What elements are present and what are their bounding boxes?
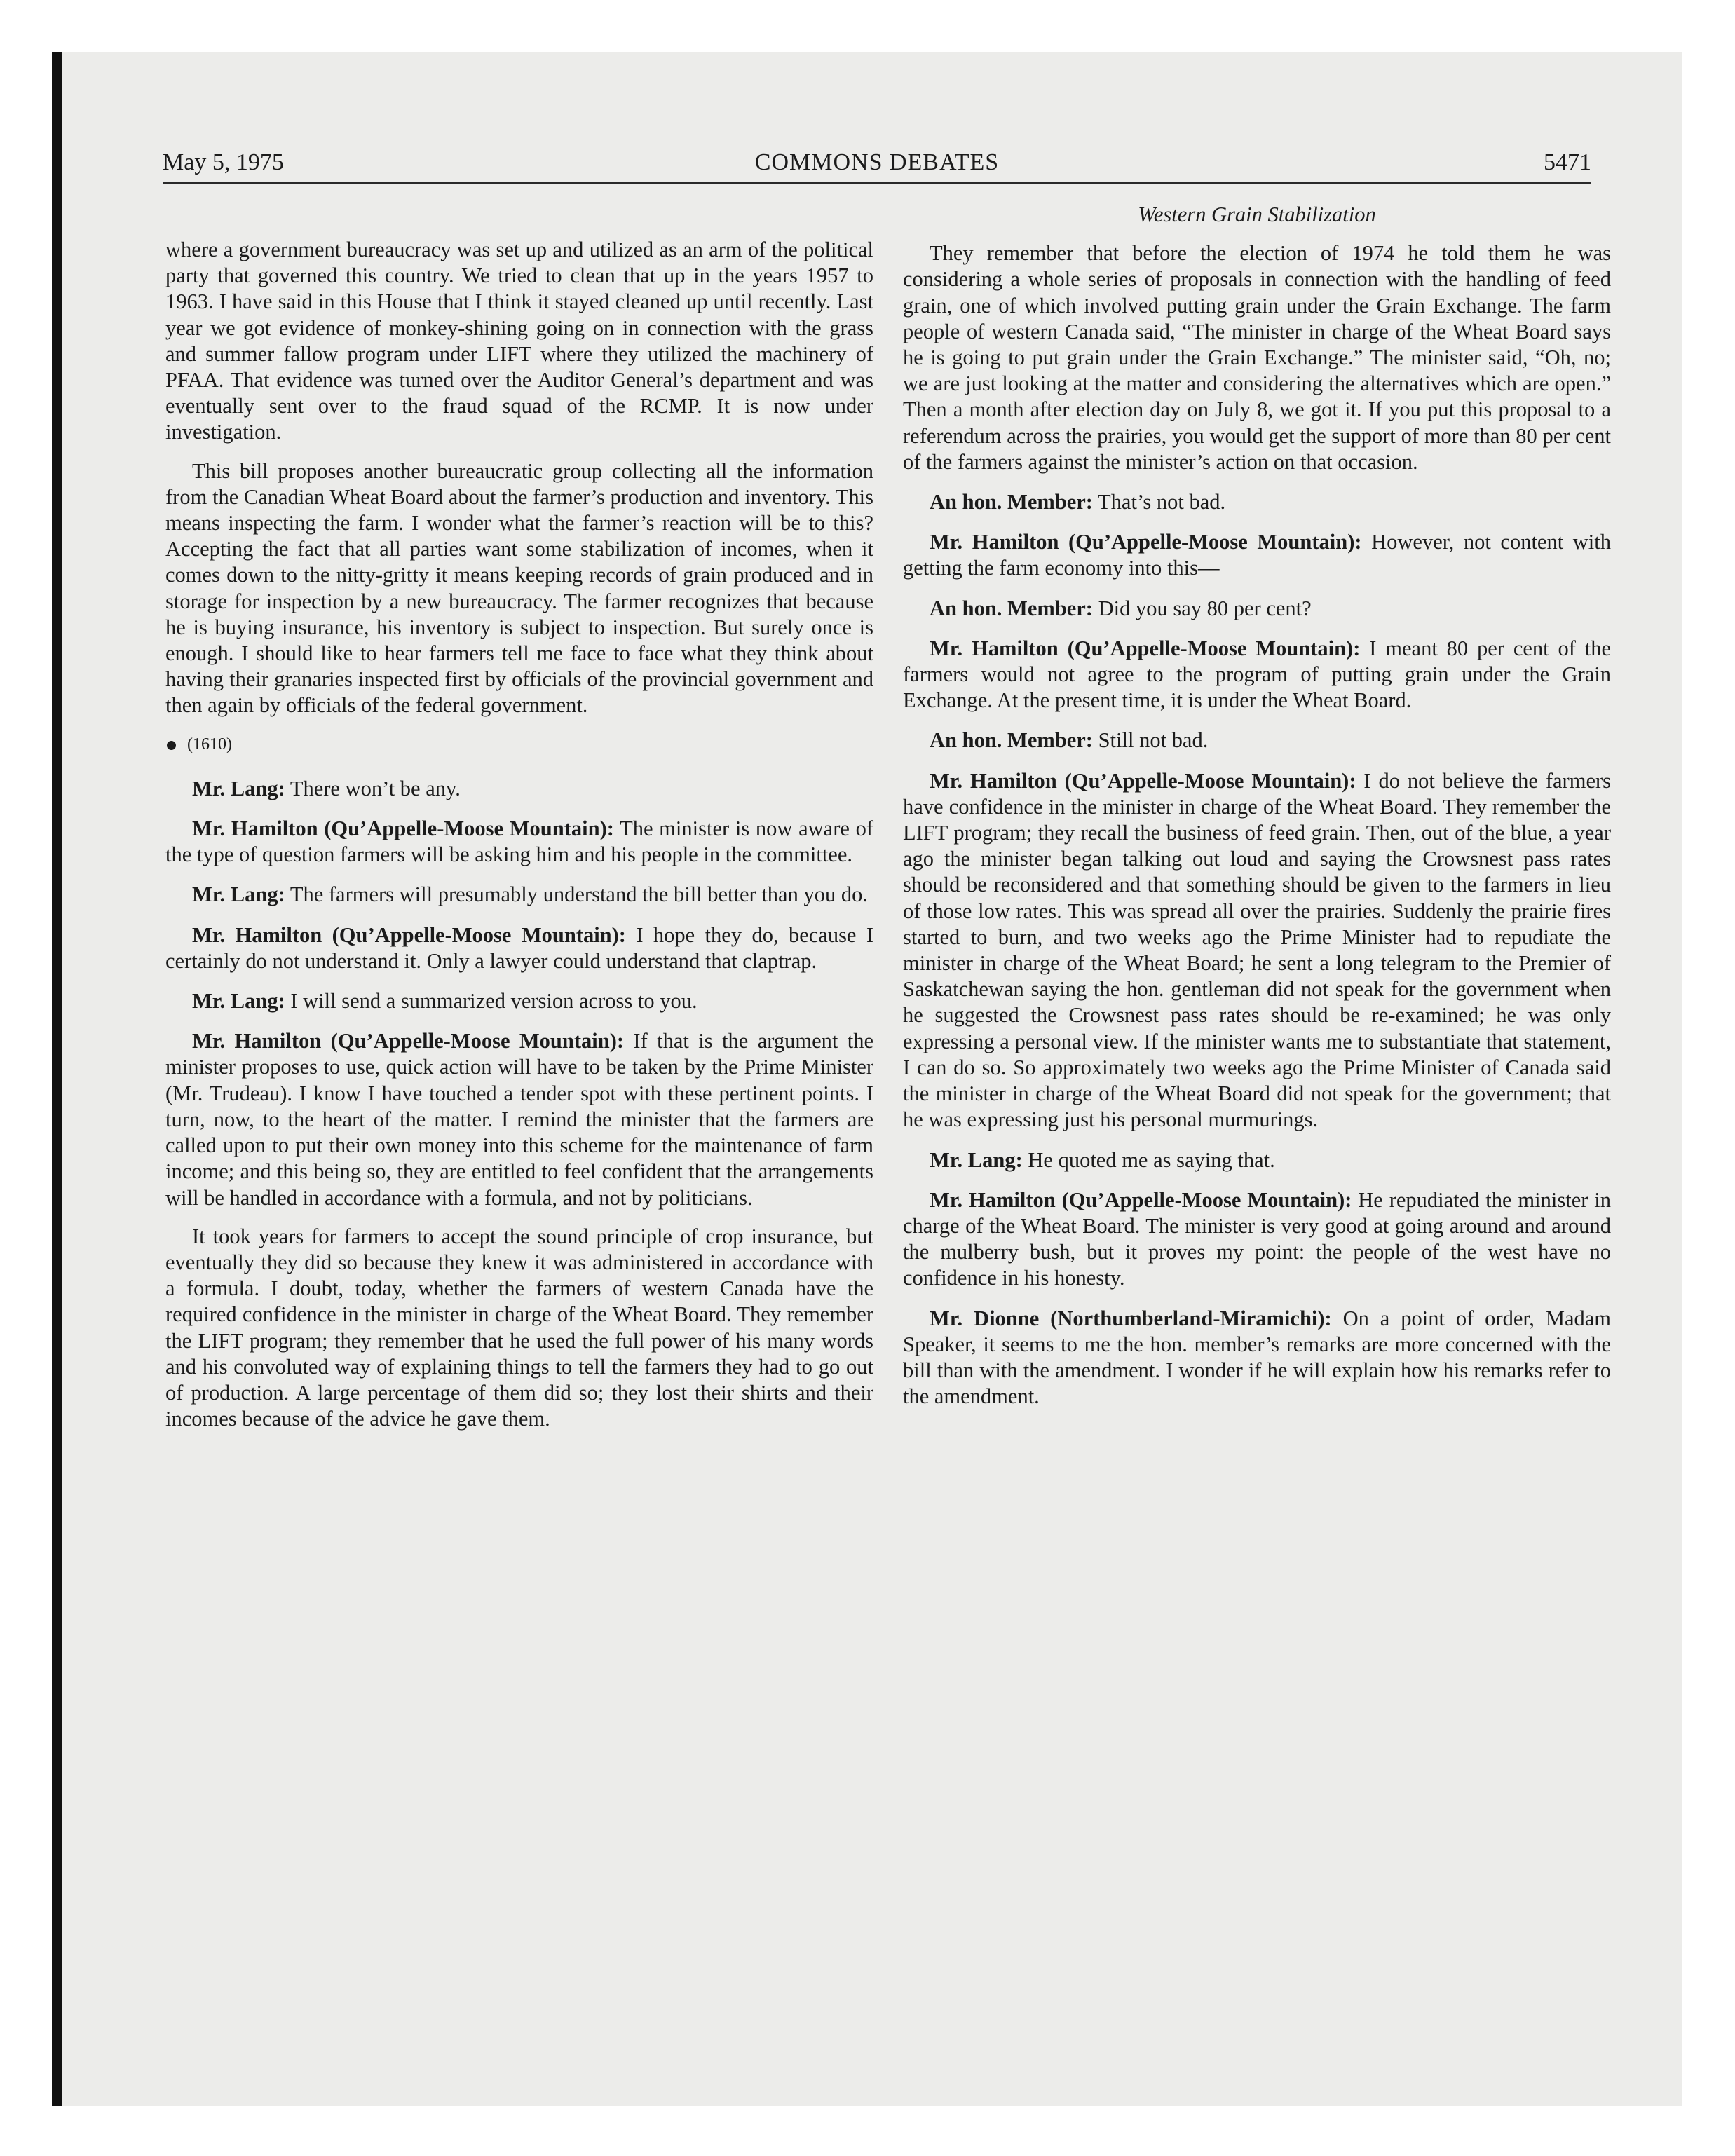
section-title: Western Grain Stabilization [1138, 203, 1376, 226]
running-head [163, 146, 1591, 184]
speech-text: There won’t be any. [290, 776, 461, 800]
speech-text: The minister is now aware of the type of question farmers will be asking him and his people in the committee. [165, 817, 874, 867]
speech [165, 1028, 873, 1210]
speech [903, 768, 1611, 1133]
speech-text: On a point of order, Madam Speaker, it seems to me the hon. member’s remarks are more concerned with the bill than with the amendment. I wonder if he will explain how his remarks refer to the amendment. [903, 1306, 1612, 1409]
paragraph: They remember that before the election of 1974 he told them he was considering a whole series of proposals in connection with the handling of feed grain, one of which involved putting grain under the Grain Exchange. The farm people of western Canada said, “The minister in charge of the Wheat Board says he is going to put grain under the Grain Exchange.” The minister said, “Oh, no; we are just looking at the matter and considering the alternatives which are open.” Then a month after election day on July 8, we got it. If you put this proposal to a referendum across the prairies, you would get the support of more than 80 per cent of the farmers against the minister’s action on that occasion. [903, 241, 1611, 474]
speech [165, 776, 873, 802]
timestamp-text: (1610) [187, 735, 232, 753]
left-column [165, 237, 873, 1445]
speaker-name: An hon. Member: [930, 596, 1093, 620]
paragraph: This bill proposes another bureaucratic group collecting all the information from the Canadian Wheat Board about the farmer’s production and inventory. This means inspecting the farm. I wonder what the farmer’s reaction will be to this? Accepting the fact that all parties want some stabilization of incomes, when it comes down to the nitty-gritty it means keeping records of grain produced and in storage for inspection by a new bureaucracy. The farmer recognizes that because he is buying insurance, his inventory is subject to inspection. But surely once is enough. I should like to hear farmers tell me face to face what they think about having their granaries inspected first by officials of the provincial government and then again by officials of the federal government. [165, 458, 873, 718]
speech [903, 1306, 1611, 1410]
paragraph: It took years for farmers to accept the sound principle of crop insurance, but eventually they did so because they knew it was administered in accordance with a formula. I doubt, today, whether the farmers of western Canada have the required confidence in the minister in charge of the Wheat Board. They remember the LIFT program; they remember that he used the full power of his many words and his convoluted way of explaining things to tell the farmers they had to go out of production. A large percentage of them did so; they lost their shirts and their incomes because of the advice he gave them. [165, 1224, 873, 1431]
speech-text: That’s not bad. [1098, 490, 1226, 514]
speech-text: Did you say 80 per cent? [1098, 596, 1312, 620]
speech [903, 1147, 1611, 1173]
speaker-name: Mr. Lang: [192, 882, 285, 907]
speech-text: The farmers will presumably understand the bill better than you do. [290, 882, 868, 907]
timestamp [165, 732, 873, 758]
speech [903, 529, 1611, 581]
speech-text: He quoted me as saying that. [1028, 1147, 1275, 1172]
speech-text: He repudiated the minister in charge of the Wheat Board. The minister is very good at going around and around the mulberry bush, but it proves my point: the people of the west have no confidence in his honesty. [903, 1187, 1611, 1290]
speaker-name: Mr. Lang: [192, 776, 285, 800]
speech [903, 636, 1611, 714]
speech-text: However, not content with getting the farm economy into this— [903, 530, 1611, 580]
speaker-name: Mr. Hamilton (Qu’Appelle-Moose Mountain): [930, 636, 1361, 660]
speaker-name: Mr. Lang: [930, 1147, 1023, 1172]
header-title: COMMONS DEBATES [754, 149, 1000, 175]
speech [165, 922, 873, 974]
speech [903, 489, 1611, 515]
speaker-name: An hon. Member: [930, 490, 1093, 514]
speech-text: If that is the argument the minister proposes to use, quick action will have to be taken by the Prime Minister (Mr. Trudeau). I know I have touched a tender spot with these pertinent points. I turn, now, to the heart of the matter. I remind the minister that the farmers are called upon to put their own money into this scheme for the maintenance of farm income; and this being so, they are entitled to feel confident that the arrangements will be handled in accordance with a formula, and not by politicians. [165, 1029, 873, 1210]
speech-text: I will send a summarized version across to you. [290, 989, 698, 1014]
speech [165, 882, 873, 908]
speech-text: I meant 80 per cent of the farmers would not agree to the program of putting grain under the Grain Exchange. At the present time, it is under the Wheat Board. [903, 636, 1612, 713]
speaker-name: Mr. Hamilton (Qu’Appelle-Moose Mountain): [192, 1029, 625, 1053]
speech-text: I do not believe the farmers have confidence in the minister in charge of the Wheat Board. They remember the LIFT program; they recall the business of feed grain. Then, out of the blue, a year ago the minister began talking out loud and saying the Crowsnest pass rates should be reconsidered and that something should be given to the farmers in lieu of those low rates. This was spread all over the prairies. Suddenly the prairie fires started to burn, and two weeks ago the Prime Minister had to repudiate the minister in charge of the Wheat Board; he sent a long telegram to the Premier of Saskatchewan saying the hon. gentleman did not speak for the government when he suggested the Crowsnest pass rates should be re-examined; he was only expressing a personal view. If the minister wants me to substantiate that statement, I can do so. So approximately two weeks ago the Prime Minister of Canada said the minister in charge of the Wheat Board did not speak for the government; that he was expressing just his personal murmurings. [903, 768, 1612, 1132]
scan-border [52, 52, 62, 2106]
speech [903, 1187, 1611, 1292]
speaker-name: An hon. Member: [930, 728, 1093, 753]
speech [903, 728, 1611, 753]
speaker-name: Mr. Hamilton (Qu’Appelle-Moose Mountain): [930, 1187, 1352, 1212]
paragraph: where a government bureaucracy was set up and utilized as an arm of the political party that governed this country. We tried to clean that up in the years 1957 to 1963. I have said in this House that I think it stayed cleaned up until recently. Last year we got evidence of monkey-shining going on in connection with the grass and summer fallow program under LIFT where they utilized the machinery of PFAA. That evidence was turned over the Auditor General’s department and was eventually sent over to the fraud squad of the RCMP. It is now under investigation. [165, 238, 873, 444]
speaker-name: Mr. Hamilton (Qu’Appelle-Moose Mountain): [930, 768, 1356, 793]
speaker-name: Mr. Lang: [192, 989, 285, 1014]
speech [165, 816, 873, 868]
header-date: May 5, 1975 [163, 149, 284, 175]
speech-text: Still not bad. [1098, 728, 1209, 753]
speaker-name: Mr. Dionne (Northumberland-Miramichi): [930, 1306, 1332, 1330]
speech [903, 596, 1611, 622]
header-page-number: 5471 [1544, 149, 1591, 175]
speech-text: I hope they do, because I certainly do not understand it. Only a lawyer could understand that claptrap. [165, 922, 874, 973]
speaker-name: Mr. Hamilton (Qu’Appelle-Moose Mountain): [192, 817, 614, 841]
speaker-name: Mr. Hamilton (Qu’Appelle-Moose Mountain): [930, 530, 1362, 554]
speech [165, 988, 873, 1014]
speaker-name: Mr. Hamilton (Qu’Appelle-Moose Mountain): [192, 922, 626, 947]
bullet-icon [167, 741, 176, 750]
right-column [903, 202, 1611, 1422]
